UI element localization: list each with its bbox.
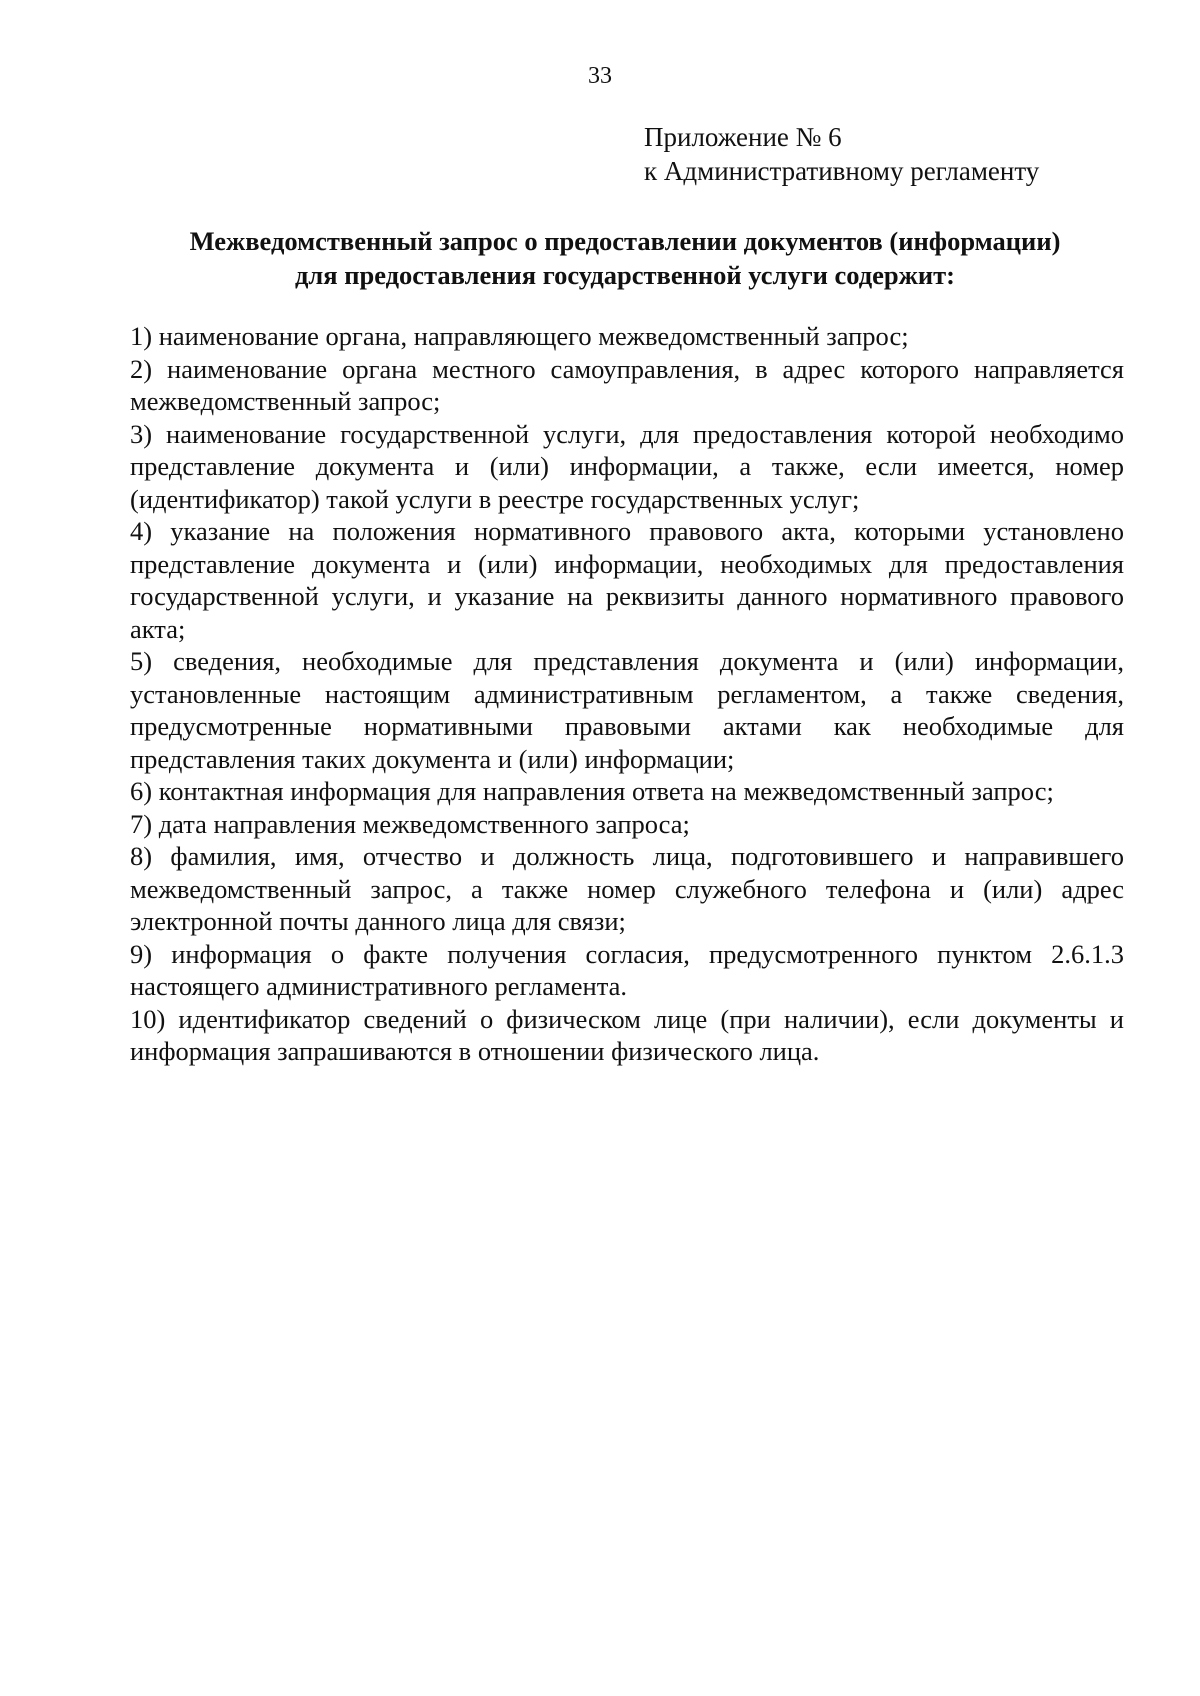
page-number: 33 xyxy=(588,63,612,89)
list-item: 3) наименование государственной услуги, для предоставления которой необходимо представление документа и (или) информации, а также, если имеется, номер (идентификатор) такой услуги в реестре государственных услуг; xyxy=(130,418,1124,514)
list-item: 1) наименование органа, направляющего межведомственный запрос; xyxy=(130,321,909,351)
appendix-reference: к Административному регламенту xyxy=(644,156,1040,186)
list-item: 7) дата направления межведомственного запроса; xyxy=(130,808,690,839)
list-item: 4) указание на положения нормативного правового акта, которыми установлено представление документа и (или) информации, необходимых для предоставления государственной услуги, и указание на реквизиты данного нормативного правового акта; xyxy=(130,516,1124,644)
request-contents-list xyxy=(130,320,1124,1068)
document-title-line-2: для предоставления государственной услуги содержит: xyxy=(294,260,955,290)
list-item: 10) идентификатор сведений о физическом лице (при наличии), если документы и информация запрашиваются в отношении физического лица. xyxy=(130,1003,1124,1066)
list-item: 5) сведения, необходимые для представления документа и (или) информации, установленные настоящим административным регламентом, а также сведения, предусмотренные нормативными правовыми актами как необходимые для представления таких документа и (или) информации; xyxy=(130,646,1124,774)
list-item: 9) информация о факте получения согласия, предусмотренного пунктом 2.6.1.3 настоящего административного регламента. xyxy=(130,938,1124,1001)
document-title xyxy=(130,224,1120,292)
list-item: 2) наименование органа местного самоуправления, в адрес которого направляется межведомственный запрос; xyxy=(130,353,1124,416)
document-title-line-1: Межведомственный запрос о предоставлении документов (информации) xyxy=(189,226,1061,256)
appendix-heading xyxy=(644,120,1039,188)
list-item: 8) фамилия, имя, отчество и должность лица, подготовившего и направившего межведомственный запрос, а также номер служебного телефона и (или) адрес электронной почты данного лица для связи; xyxy=(130,841,1124,936)
appendix-number: Приложение № 6 xyxy=(644,122,842,152)
list-item: 6) контактная информация для направления ответа на межведомственный запрос; xyxy=(130,776,1054,806)
